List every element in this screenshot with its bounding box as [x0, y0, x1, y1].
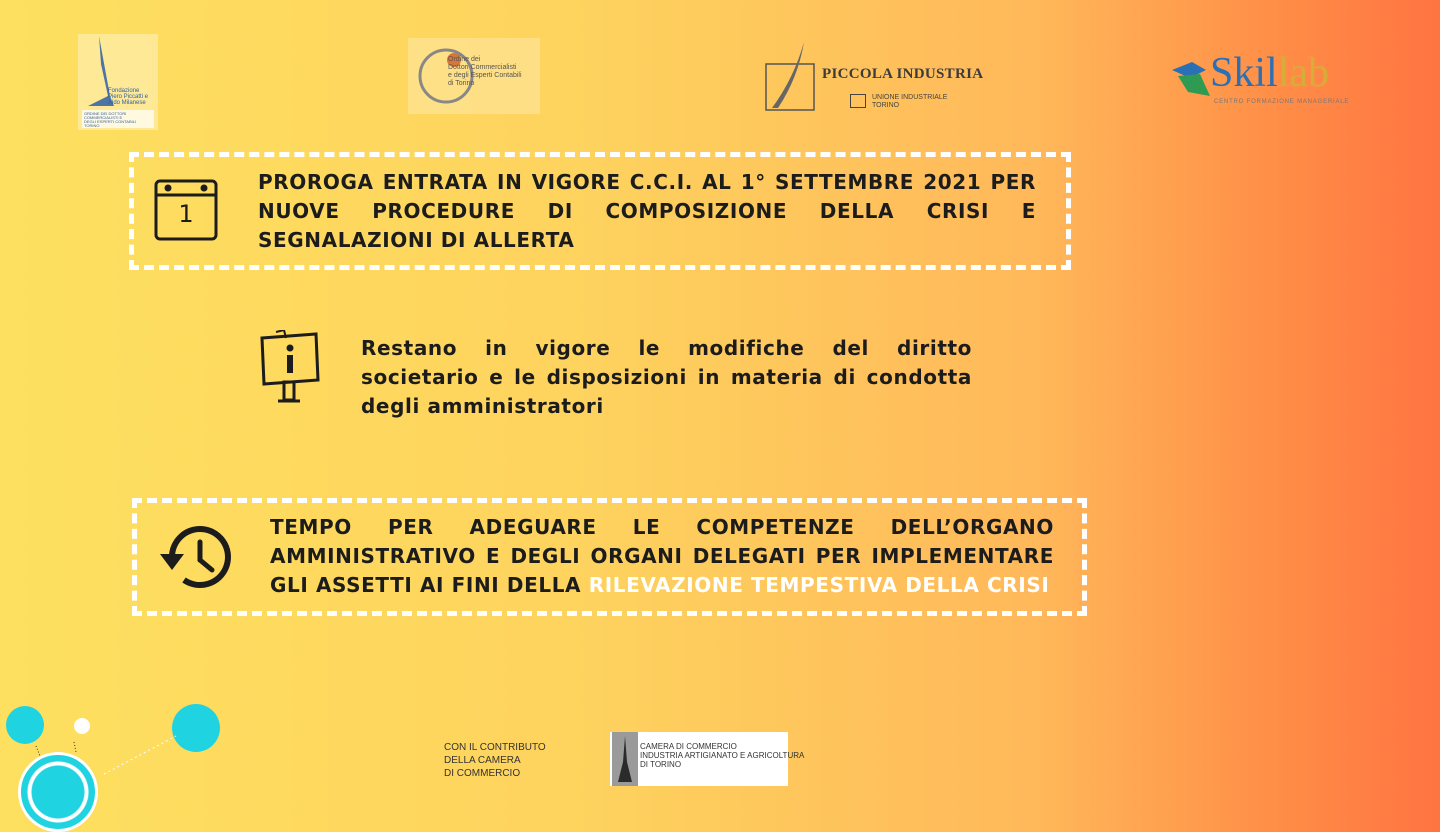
piccola-industria-emblem-icon [764, 38, 820, 114]
fondazione-logo: Fondazione Piero Piccatti e Aldo Milanese ORDINE DEI DOTTORI COMMERCIALISTI E DEGLI ESPERTI CONTABILI TORINO [78, 34, 158, 130]
decor-dotted-lines [0, 0, 240, 810]
skillab-logo: Skillab CENTRO FORMAZIONE MANAGERIALE [1168, 46, 1364, 112]
competenze-text: TEMPO PER ADEGUARE LE COMPETENZE DELL’ORGANO AMMINISTRATIVO E DEGLI ORGANI DELEGATI PER IMPLEMENTARE GLI ASSETTI AI FINI DELLA RILEVAZIONE TEMPESTIVA DELLA CRISI [270, 515, 1054, 597]
skillab-emblem-icon [1170, 56, 1212, 98]
diritto-societario-text: Restano in vigore le modifiche del diritto societario e le disposizioni in materia di condotta degli amministratori [361, 336, 972, 418]
piccola-industria-title: PICCOLA INDUSTRIA [822, 66, 984, 82]
camera-commercio-logo: CAMERA DI COMMERCIO INDUSTRIA ARTIGIANATO E AGRICOLTURA DI TORINO [610, 732, 788, 786]
skillab-wordmark: Skillab [1210, 50, 1330, 96]
camera-commercio-emblem-icon [612, 732, 638, 786]
rilevazione-highlight: RILEVAZIONE TEMPESTIVA DELLA CRISI [588, 573, 1050, 597]
proroga-text: PROROGA ENTRATA IN VIGORE C.C.I. AL 1° SETTEMBRE 2021 PER NUOVE PROCEDURE DI COMPOSIZIONE DELLA CRISI E SEGNALAZIONI DI ALLERTA [258, 170, 1036, 252]
unione-industriale-icon [850, 94, 866, 108]
contributo-text: CON IL CONTRIBUTO DELLA CAMERA DI COMMERCIO [444, 742, 546, 779]
calendar-day: 1 [178, 200, 194, 228]
piccola-industria-logo: PICCOLA INDUSTRIA UNIONE INDUSTRIALE TORINO [764, 38, 1004, 114]
odcec-logo: Ordine dei Dottori Commercialisti e degli Esperti Contabili di Torino [408, 38, 540, 114]
info-sign-icon [258, 330, 322, 404]
